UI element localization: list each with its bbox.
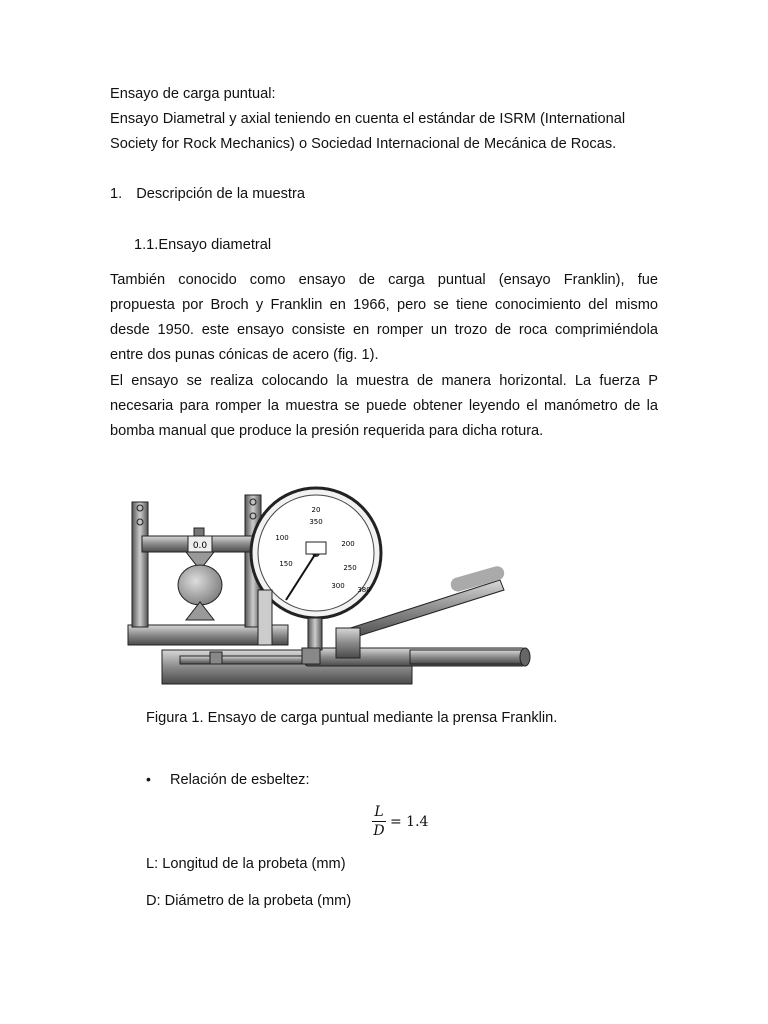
section-1-number: 1. — [110, 186, 123, 202]
svg-text:0.0: 0.0 — [192, 541, 208, 551]
franklin-press-figure — [110, 480, 540, 695]
definition-L: L: Longitud de la probeta (mm) — [146, 856, 346, 872]
gauge-label: 200 — [341, 540, 355, 548]
bullet-icon: • — [146, 771, 151, 787]
heading-carga-puntual: Ensayo de carga puntual: — [110, 86, 276, 102]
section-1-1-heading — [134, 235, 271, 255]
section-1-1-title: Ensayo diametral — [158, 237, 272, 253]
lower-cone — [186, 602, 214, 620]
definition-D: D: Diámetro de la probeta (mm) — [146, 893, 352, 909]
paragraph1-line-4: entre dos punas cónicas de acero (fig. 1). — [110, 347, 379, 363]
gauge-label: 380 — [357, 586, 371, 594]
section-1-heading — [110, 184, 305, 204]
paragraph2-line-3: bomba manual que produce la presión requerida para dicha rotura. — [110, 423, 544, 439]
gauge-label: 250 — [343, 564, 357, 572]
press-left-column — [132, 502, 148, 627]
rock-sample — [178, 565, 222, 605]
gauge-label: 100 — [275, 534, 289, 542]
gauge-label: 300 — [331, 582, 345, 590]
figure-caption: Figura 1. Ensayo de carga puntual mediante la prensa Franklin. — [146, 710, 558, 726]
intro-line-1: Ensayo Diametral y axial teniendo en cuenta el estándar de ISRM (International — [110, 111, 626, 127]
scale-plate — [258, 590, 272, 645]
gauge-label: 350 — [309, 518, 323, 526]
paragraph2-line-1: El ensayo se realiza colocando la muestra de manera horizontal. La fuerza P — [110, 373, 658, 389]
intro-line-2: Society for Rock Mechanics) o Sociedad Internacional de Mecánica de Rocas. — [110, 136, 617, 152]
section-1-title: Descripción de la muestra — [136, 186, 305, 202]
paragraph1-line-1: También conocido como ensayo de carga puntual (ensayo Franklin), fue — [110, 272, 658, 288]
gauge-label: 150 — [279, 560, 293, 568]
gauge-label-top: 20 — [311, 506, 321, 514]
paragraph1-line-2: propuesta por Broch y Franklin en 1966, pero se tiene conocimiento del mismo — [110, 297, 658, 313]
formula-denominator: D — [373, 823, 385, 839]
paragraph2-line-2: necesaria para romper la muestra se puede obtener leyendo el manómetro de la — [110, 398, 658, 414]
formula-numerator: L — [374, 804, 384, 820]
bullet-text: Relación de esbeltez: — [170, 772, 310, 788]
paragraph1-line-3: desde 1950. este ensayo consiste en romper un trozo de roca comprimiéndola — [110, 322, 658, 338]
formula — [372, 804, 428, 839]
formula-rhs: = 1.4 — [390, 813, 429, 830]
section-1-1-number: 1.1. — [134, 237, 159, 253]
